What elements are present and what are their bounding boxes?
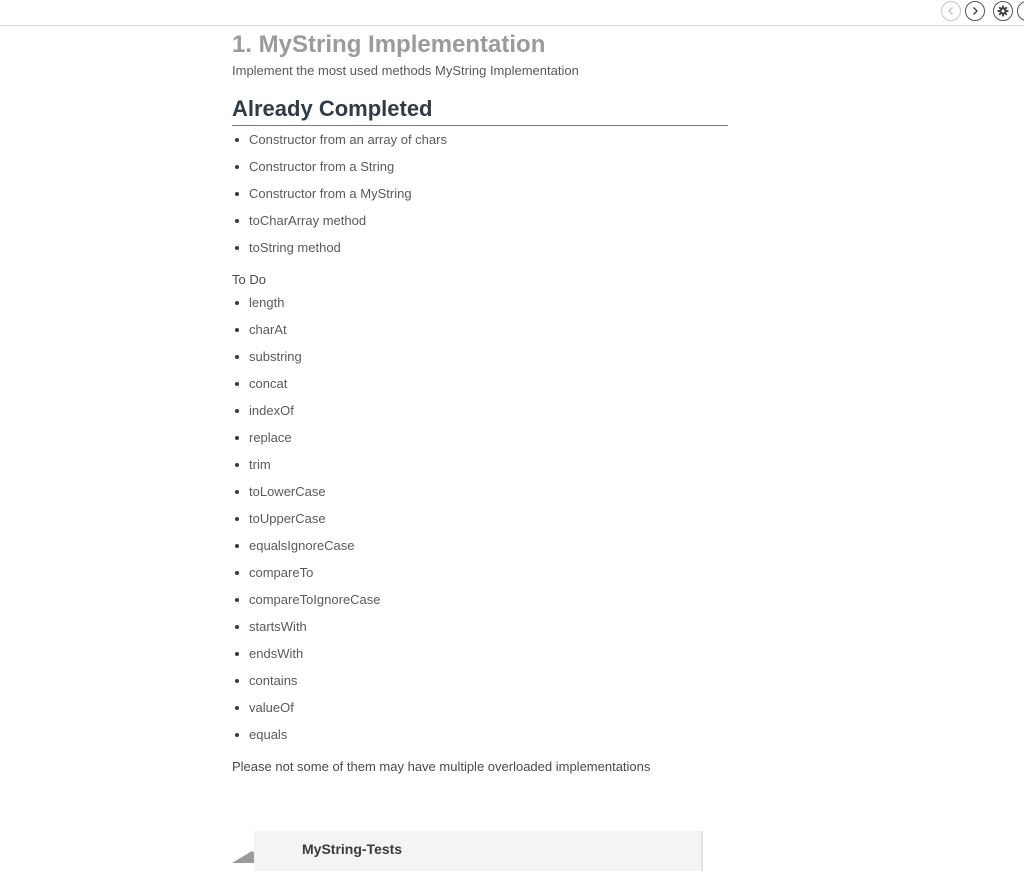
- more-button[interactable]: [1017, 1, 1024, 21]
- chevron-left-icon: [946, 6, 956, 16]
- list-item: endsWith: [232, 640, 732, 667]
- todo-label: To Do: [232, 272, 266, 287]
- page-subtitle: Implement the most used methods MyString Implementation: [232, 63, 579, 78]
- list-item: substring: [232, 343, 732, 370]
- main-content: [232, 30, 732, 776]
- next-button[interactable]: [965, 1, 985, 21]
- list-item: concat: [232, 370, 732, 397]
- list-item: equalsIgnoreCase: [232, 532, 732, 559]
- list-item: startsWith: [232, 613, 732, 640]
- list-item: Constructor from a MyString: [232, 180, 732, 207]
- list-item: trim: [232, 451, 732, 478]
- list-item: charAt: [232, 316, 732, 343]
- top-toolbar: [0, 0, 1024, 26]
- overload-note: Please not some of them may have multiple overloaded implementations: [232, 759, 651, 774]
- list-item: length: [232, 289, 732, 316]
- tests-card-title: MyString-Tests: [302, 841, 403, 857]
- previous-button[interactable]: [941, 1, 961, 21]
- list-item: valueOf: [232, 694, 732, 721]
- list-item: Constructor from an array of chars: [232, 126, 732, 153]
- list-item: Constructor from a String: [232, 153, 732, 180]
- tests-card[interactable]: [254, 831, 703, 871]
- list-item: toCharArray method: [232, 207, 732, 234]
- completed-heading: Already Completed: [232, 94, 728, 126]
- list-item: toLowerCase: [232, 478, 732, 505]
- list-item: toString method: [232, 234, 732, 261]
- list-item: indexOf: [232, 397, 732, 424]
- gear-icon: [997, 5, 1009, 17]
- list-item: compareTo: [232, 559, 732, 586]
- list-item: toUpperCase: [232, 505, 732, 532]
- todo-list: [232, 289, 732, 748]
- list-item: equals: [232, 721, 732, 748]
- settings-button[interactable]: [993, 1, 1013, 21]
- page-title: 1. MyString Implementation: [232, 31, 546, 58]
- completed-list: [232, 126, 732, 261]
- list-item: compareToIgnoreCase: [232, 586, 732, 613]
- list-item: replace: [232, 424, 732, 451]
- list-item: contains: [232, 667, 732, 694]
- chevron-right-icon: [970, 6, 980, 16]
